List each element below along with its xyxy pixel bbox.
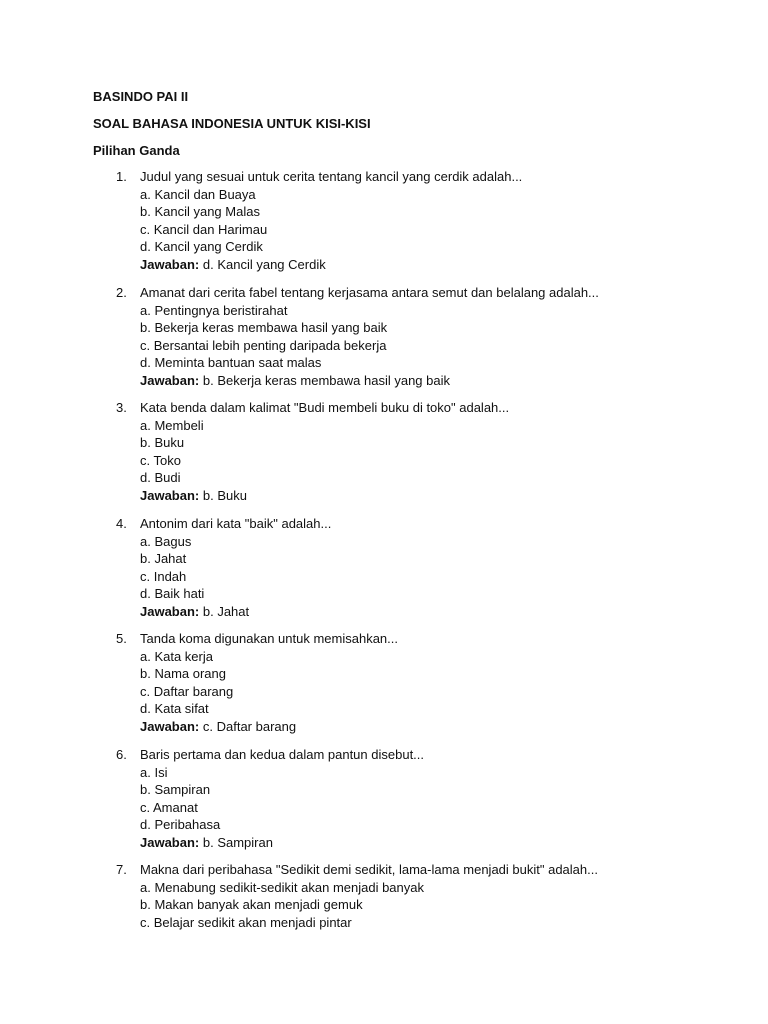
- option-d: d. Peribahasa: [140, 817, 221, 833]
- answer-label: Jawaban:: [140, 487, 200, 503]
- doc-subtitle: SOAL BAHASA INDONESIA UNTUK KISI-KISI: [93, 116, 371, 131]
- option-a: a. Membeli: [140, 417, 204, 433]
- option-d: d. Kancil yang Cerdik: [140, 239, 263, 255]
- option-d: d. Budi: [140, 470, 181, 486]
- answer-value: b. Buku: [202, 487, 247, 503]
- question-number: 2.: [116, 285, 127, 300]
- option-b: b. Jahat: [140, 551, 187, 567]
- option-d: d. Meminta bantuan saat malas: [140, 355, 322, 371]
- answer-value: b. Bekerja keras membawa hasil yang baik: [202, 372, 450, 388]
- answer-label: Jawaban:: [140, 718, 200, 734]
- question-number: 5.: [116, 631, 127, 646]
- answer-line: [140, 372, 599, 390]
- answer-value: b. Jahat: [202, 603, 250, 619]
- section-title: Pilihan Ganda: [93, 143, 180, 158]
- answer-label: Jawaban:: [140, 834, 200, 850]
- option-c: c. Belajar sedikit akan menjadi pintar: [140, 914, 352, 930]
- question-number: 6.: [116, 747, 127, 762]
- answer-value: d. Kancil yang Cerdik: [202, 256, 326, 272]
- option-b: b. Nama orang: [140, 666, 226, 682]
- answer-value: b. Sampiran: [202, 834, 273, 850]
- option-b: b. Sampiran: [140, 782, 211, 798]
- option-a: a. Bagus: [140, 533, 192, 549]
- option-c: c. Daftar barang: [140, 683, 234, 699]
- option-a: a. Menabung sedikit-sedikit akan menjadi banyak: [140, 879, 425, 895]
- question-text: Judul yang sesuai untuk cerita tentang kancil yang cerdik adalah...: [140, 169, 523, 184]
- option-a: a. Kata kerja: [140, 648, 213, 664]
- option-a: a. Pentingnya beristirahat: [140, 302, 288, 318]
- option-c: c. Toko: [140, 452, 181, 468]
- question-number: 3.: [116, 400, 127, 415]
- answer-line: [140, 256, 522, 274]
- answer-line: [140, 718, 398, 736]
- doc-title: BASINDO PAI II: [93, 89, 189, 104]
- answer-line: [140, 834, 424, 852]
- option-a: a. Isi: [140, 764, 168, 780]
- option-c: c. Indah: [140, 568, 187, 584]
- option-c: c. Kancil dan Harimau: [140, 221, 268, 237]
- answer-label: Jawaban:: [140, 372, 200, 388]
- option-b: b. Makan banyak akan menjadi gemuk: [140, 897, 363, 913]
- question-text: Tanda koma digunakan untuk memisahkan...: [140, 631, 398, 646]
- question-text: Antonim dari kata "baik" adalah...: [140, 516, 332, 531]
- question-text: Baris pertama dan kedua dalam pantun disebut...: [140, 747, 425, 762]
- answer-line: [140, 487, 509, 505]
- option-d: d. Baik hati: [140, 586, 205, 602]
- option-b: b. Kancil yang Malas: [140, 204, 260, 220]
- answer-label: Jawaban:: [140, 603, 200, 619]
- question-number: 1.: [116, 169, 127, 184]
- option-c: c. Bersantai lebih penting daripada bekerja: [140, 337, 387, 353]
- answer-label: Jawaban:: [140, 256, 200, 272]
- answer-value: c. Daftar barang: [202, 718, 297, 734]
- option-a: a. Kancil dan Buaya: [140, 186, 256, 202]
- option-b: b. Bekerja keras membawa hasil yang baik: [140, 320, 388, 336]
- question-text: Makna dari peribahasa "Sedikit demi sedikit, lama-lama menjadi bukit" adalah...: [140, 862, 598, 877]
- option-d: d. Kata sifat: [140, 701, 209, 717]
- question-number: 7.: [116, 862, 127, 877]
- question-text: Kata benda dalam kalimat "Budi membeli buku di toko" adalah...: [140, 400, 510, 415]
- question-number: 4.: [116, 516, 127, 531]
- answer-line: [140, 603, 331, 621]
- option-c: c. Amanat: [140, 799, 198, 815]
- question-text: Amanat dari cerita fabel tentang kerjasama antara semut dan belalang adalah...: [140, 285, 599, 300]
- option-b: b. Buku: [140, 435, 185, 451]
